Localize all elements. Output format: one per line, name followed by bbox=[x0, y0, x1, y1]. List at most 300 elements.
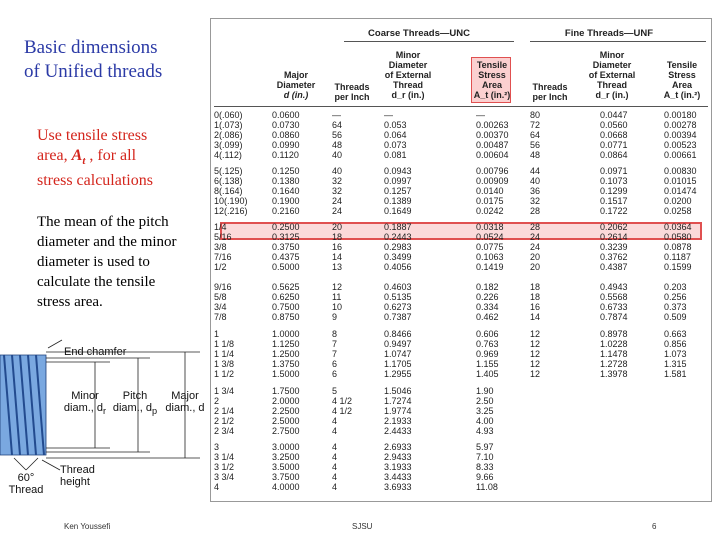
table-cell: 0.663 bbox=[664, 329, 687, 339]
coarse-tpi-header: Threads per Inch bbox=[334, 82, 370, 102]
table-cell: 5/16 bbox=[214, 232, 232, 242]
table-cell: 56 bbox=[332, 130, 343, 140]
table-cell: 2.2500 bbox=[272, 406, 300, 416]
table-cell: 9 bbox=[332, 312, 338, 322]
table-cell: 0.00909 bbox=[476, 176, 509, 186]
table-cell: 12 bbox=[530, 349, 541, 359]
table-cell: 0.3125 bbox=[272, 232, 300, 242]
table-cell: 2.0000 bbox=[272, 396, 300, 406]
table-cell: 0.5568 bbox=[600, 292, 628, 302]
table-cell: 0.4375 bbox=[272, 252, 300, 262]
table-row bbox=[214, 339, 708, 349]
table-cell: 0.462 bbox=[476, 312, 499, 322]
coarse-group-header: Coarse Threads—UNC bbox=[368, 28, 470, 39]
table-cell: 1.2500 bbox=[272, 349, 300, 359]
table-cell: 0(.060) bbox=[214, 110, 243, 120]
note-line-1: Use tensile stress bbox=[37, 127, 148, 144]
major-diameter-label: Major diam., d bbox=[165, 390, 205, 414]
table-cell: 0.0997 bbox=[384, 176, 412, 186]
table-cell: 9/16 bbox=[214, 282, 232, 292]
table-cell: 0.01474 bbox=[664, 186, 697, 196]
table-cell: 1.3978 bbox=[600, 369, 628, 379]
table-cell: 0.1900 bbox=[272, 196, 300, 206]
table-cell: 0.2614 bbox=[600, 232, 628, 242]
table-cell: 0.856 bbox=[664, 339, 687, 349]
table-cell: 5 bbox=[332, 386, 338, 396]
table-cell: 1.155 bbox=[476, 359, 499, 369]
table-cell: 1.581 bbox=[664, 369, 687, 379]
table-cell: 32 bbox=[530, 196, 541, 206]
table-cell: 40 bbox=[332, 150, 343, 160]
table-cell: 1 3/4 bbox=[214, 386, 235, 396]
table-cell: 32 bbox=[332, 176, 343, 186]
table-cell: 0.2062 bbox=[600, 222, 628, 232]
table-cell: 3.0000 bbox=[272, 442, 300, 452]
table-cell: 1.0747 bbox=[384, 349, 412, 359]
table-cell: 64 bbox=[332, 120, 343, 130]
table-cell: 1.0228 bbox=[600, 339, 628, 349]
table-cell: 0.0447 bbox=[600, 110, 628, 120]
table-cell: 0.00796 bbox=[476, 166, 509, 176]
table-cell: 0.1380 bbox=[272, 176, 300, 186]
table-cell: 2 1/4 bbox=[214, 406, 235, 416]
table-row bbox=[214, 110, 708, 120]
table-cell: 0.0318 bbox=[476, 222, 504, 232]
table-cell: 0.0560 bbox=[600, 120, 628, 130]
table-cell: 1.0000 bbox=[272, 329, 300, 339]
table-cell: 0.969 bbox=[476, 349, 499, 359]
pitch-diameter-label: Pitch diam., $d_p$ bbox=[112, 390, 158, 417]
table-cell: 1/4 bbox=[214, 222, 227, 232]
table-cell: 12(.216) bbox=[214, 206, 248, 216]
table-cell: — bbox=[384, 110, 393, 120]
table-cell: 5(.125) bbox=[214, 166, 243, 176]
table-cell: 1 3/8 bbox=[214, 359, 235, 369]
table-cell: 4 1/2 bbox=[332, 396, 353, 406]
table-cell: 24 bbox=[530, 232, 541, 242]
table-cell: 1.7500 bbox=[272, 386, 300, 396]
table-cell: 0.5135 bbox=[384, 292, 412, 302]
table-cell: 0.00487 bbox=[476, 140, 509, 150]
table-cell: 1.5046 bbox=[384, 386, 412, 396]
table-cell: 7 bbox=[332, 349, 338, 359]
table-cell: 0.1887 bbox=[384, 222, 412, 232]
table-cell: 4(.112) bbox=[214, 150, 242, 160]
table-cell: 0.1640 bbox=[272, 186, 300, 196]
table-cell: 4 bbox=[332, 472, 338, 482]
table-cell: 18 bbox=[530, 292, 541, 302]
table-row bbox=[214, 186, 708, 196]
thread-diagram bbox=[0, 330, 210, 500]
table-cell: 0.00263 bbox=[476, 120, 509, 130]
footer-author: Ken Youssefi bbox=[64, 522, 111, 531]
table-cell: 0.0258 bbox=[664, 206, 692, 216]
table-cell: 12 bbox=[332, 282, 343, 292]
table-cell: 0.0775 bbox=[476, 242, 504, 252]
coarse-minor-header: Minor Diameter of External Thread d_r (in.) bbox=[384, 50, 432, 100]
tensile-stress-note bbox=[37, 126, 197, 191]
table-cell: 0.1649 bbox=[384, 206, 412, 216]
table-cell: 0.1419 bbox=[476, 262, 504, 272]
table-row bbox=[214, 252, 708, 262]
table-cell: 1 1/4 bbox=[214, 349, 235, 359]
table-cell: 0.2160 bbox=[272, 206, 300, 216]
table-cell: 4 bbox=[332, 482, 338, 492]
table-cell: 0.256 bbox=[664, 292, 687, 302]
table-cell: 3/8 bbox=[214, 242, 227, 252]
table-cell: 2 3/4 bbox=[214, 426, 235, 436]
table-cell: 0.053 bbox=[384, 120, 407, 130]
table-cell: 0.0860 bbox=[272, 130, 300, 140]
table-cell: 1(.073) bbox=[214, 120, 243, 130]
table-cell: 14 bbox=[332, 252, 343, 262]
table-cell: 2.1933 bbox=[384, 416, 412, 426]
table-cell: 7.10 bbox=[476, 452, 494, 462]
table-cell: 5.97 bbox=[476, 442, 494, 452]
end-chamfer-label: End chamfer bbox=[64, 346, 127, 358]
table-cell: 4 bbox=[214, 482, 220, 492]
table-row bbox=[214, 222, 708, 232]
table-cell: 0.3750 bbox=[272, 242, 300, 252]
thread-height-label: Thread height bbox=[60, 464, 95, 488]
table-cell: 2.7500 bbox=[272, 426, 300, 436]
table-cell: 7 bbox=[332, 339, 338, 349]
table-cell: 3 1/2 bbox=[214, 462, 235, 472]
table-cell: 0.073 bbox=[384, 140, 407, 150]
table-cell: 16 bbox=[530, 302, 541, 312]
table-cell: 28 bbox=[530, 222, 541, 232]
table-cell: 0.3762 bbox=[600, 252, 628, 262]
table-cell: 0.00523 bbox=[664, 140, 697, 150]
table-cell: 48 bbox=[530, 150, 541, 160]
table-cell: 0.0864 bbox=[600, 150, 628, 160]
table-cell: 16 bbox=[332, 242, 343, 252]
table-row bbox=[214, 452, 708, 462]
table-cell: 0.1120 bbox=[272, 150, 299, 160]
table-cell: 0.226 bbox=[476, 292, 499, 302]
table-cell: 4.0000 bbox=[272, 482, 300, 492]
table-cell: 9.66 bbox=[476, 472, 494, 482]
table-cell: 0.0200 bbox=[664, 196, 692, 206]
table-cell: 8.33 bbox=[476, 462, 494, 472]
table-cell: 3.6933 bbox=[384, 482, 412, 492]
mean-diameter-note: The mean of the pitch diameter and the minor diameter is used to calculate the tensile stress area. bbox=[37, 214, 177, 310]
table-cell: 0.373 bbox=[664, 302, 687, 312]
table-cell: 8(.164) bbox=[214, 186, 243, 196]
table-cell: 2.4433 bbox=[384, 426, 412, 436]
table-cell: 3 bbox=[214, 442, 220, 452]
slide-title bbox=[24, 36, 204, 84]
table-cell: 2.9433 bbox=[384, 452, 412, 462]
table-cell: 1.073 bbox=[664, 349, 687, 359]
table-cell: 0.00661 bbox=[664, 150, 697, 160]
table-cell: 0.6273 bbox=[384, 302, 412, 312]
table-row bbox=[214, 120, 708, 130]
table-row bbox=[214, 482, 708, 492]
table-cell: 1.1250 bbox=[272, 339, 300, 349]
table-cell: 0.1187 bbox=[664, 252, 691, 262]
table-cell: 0.0242 bbox=[476, 206, 504, 216]
table-cell: 0.0971 bbox=[600, 166, 628, 176]
table-cell: 1.3750 bbox=[272, 359, 300, 369]
table-cell: 5/8 bbox=[214, 292, 227, 302]
table-cell: 0.3239 bbox=[600, 242, 628, 252]
table-cell: 4 bbox=[332, 462, 338, 472]
table-cell: 1.7274 bbox=[384, 396, 412, 406]
table-cell: 0.0730 bbox=[272, 120, 300, 130]
table-cell: 0.00278 bbox=[664, 120, 697, 130]
table-cell: 0.1250 bbox=[272, 166, 300, 176]
table-cell: 2.50 bbox=[476, 396, 494, 406]
table-cell: 0.1722 bbox=[600, 206, 628, 216]
table-cell: 20 bbox=[530, 262, 541, 272]
tensile-area-symbol: A bbox=[71, 147, 83, 164]
table-cell: 0.0668 bbox=[600, 130, 628, 140]
table-row bbox=[214, 150, 708, 160]
table-cell: 1 1/8 bbox=[214, 339, 235, 349]
table-cell: 3(.099) bbox=[214, 140, 243, 150]
table-cell: 0.0943 bbox=[384, 166, 412, 176]
table-cell: 0.4603 bbox=[384, 282, 412, 292]
table-cell: 0.7387 bbox=[384, 312, 412, 322]
table-cell: 2 1/2 bbox=[214, 416, 235, 426]
table-cell: 1.2728 bbox=[600, 359, 628, 369]
table-cell: 3/4 bbox=[214, 302, 227, 312]
minor-diameter-label: Minor diam., $d_r$ bbox=[63, 390, 107, 417]
fine-minor-header: Minor Diameter of External Thread d_r (in.) bbox=[588, 50, 636, 100]
table-cell: 2 bbox=[214, 396, 220, 406]
table-cell: 1.9774 bbox=[384, 406, 412, 416]
table-row bbox=[214, 472, 708, 482]
table-cell: 0.0600 bbox=[272, 110, 300, 120]
table-cell: 44 bbox=[530, 166, 541, 176]
table-cell: 4.00 bbox=[476, 416, 494, 426]
table-cell: 4 bbox=[332, 416, 338, 426]
table-cell: 40 bbox=[530, 176, 541, 186]
table-cell: 10 bbox=[332, 302, 343, 312]
table-cell: 40 bbox=[332, 166, 343, 176]
table-row bbox=[214, 206, 708, 216]
table-cell: 0.01015 bbox=[664, 176, 697, 186]
table-cell: 0.064 bbox=[384, 130, 407, 140]
title-line-2: of Unified threads bbox=[24, 61, 163, 82]
table-cell: 0.0140 bbox=[476, 186, 504, 196]
table-row bbox=[214, 416, 708, 426]
table-cell: 3 1/4 bbox=[214, 452, 235, 462]
fine-tpi-header: Threads per Inch bbox=[532, 82, 568, 102]
note-line-2: area, $A_t$ , for all bbox=[37, 147, 137, 168]
table-row bbox=[214, 232, 708, 242]
table-cell: 0.1063 bbox=[476, 252, 504, 262]
table-cell: 0.00394 bbox=[664, 130, 697, 140]
thread-angle-label: 60° Thread bbox=[8, 472, 44, 496]
table-cell: 48 bbox=[332, 140, 343, 150]
table-cell: 6 bbox=[332, 369, 338, 379]
table-cell: 1.5000 bbox=[272, 369, 300, 379]
table-cell: 10(.190) bbox=[214, 196, 248, 206]
table-cell: 8 bbox=[332, 329, 338, 339]
table-cell: 12 bbox=[530, 339, 541, 349]
table-cell: 0.00370 bbox=[476, 130, 509, 140]
table-cell: 0.0878 bbox=[664, 242, 692, 252]
table-cell: 0.1299 bbox=[600, 186, 628, 196]
table-row bbox=[214, 242, 708, 252]
table-cell: 0.1073 bbox=[600, 176, 628, 186]
table-cell: 3.7500 bbox=[272, 472, 300, 482]
table-cell: 0.1517 bbox=[600, 196, 628, 206]
table-cell: 0.5000 bbox=[272, 262, 300, 272]
table-cell: 0.5625 bbox=[272, 282, 300, 292]
table-cell: 0.182 bbox=[476, 282, 499, 292]
table-cell: 0.4387 bbox=[600, 262, 628, 272]
table-cell: 3 3/4 bbox=[214, 472, 235, 482]
table-cell: 0.0990 bbox=[272, 140, 300, 150]
table-cell: 0.4943 bbox=[600, 282, 628, 292]
table-cell: 0.7874 bbox=[600, 312, 628, 322]
table-row bbox=[214, 176, 708, 186]
table-row bbox=[214, 329, 708, 339]
table-cell: 24 bbox=[530, 242, 541, 252]
table-cell: — bbox=[476, 110, 485, 120]
table-row bbox=[214, 302, 708, 312]
table-row bbox=[214, 166, 708, 176]
table-cell: 1 1/2 bbox=[214, 369, 235, 379]
table-cell: 7/16 bbox=[214, 252, 232, 262]
table-cell: 4 bbox=[332, 442, 338, 452]
table-cell: 4 bbox=[332, 426, 338, 436]
table-cell: 2.6933 bbox=[384, 442, 412, 452]
table-cell: 0.0771 bbox=[600, 140, 628, 150]
table-cell: 13 bbox=[332, 262, 343, 272]
table-cell: 3.25 bbox=[476, 406, 494, 416]
table-row bbox=[214, 426, 708, 436]
table-cell: 0.334 bbox=[476, 302, 499, 312]
table-cell: 1.1705 bbox=[384, 359, 412, 369]
table-cell: 0.9497 bbox=[384, 339, 412, 349]
table-cell: 6(.138) bbox=[214, 176, 243, 186]
table-cell: 24 bbox=[332, 196, 343, 206]
table-cell: 0.00830 bbox=[664, 166, 697, 176]
table-cell: 0.0580 bbox=[664, 232, 692, 242]
note-line-3: stress calculations bbox=[37, 172, 153, 190]
table-cell: 12 bbox=[530, 329, 541, 339]
table-cell: 64 bbox=[530, 130, 541, 140]
table-cell: 0.2500 bbox=[272, 222, 300, 232]
table-row bbox=[214, 262, 708, 272]
table-cell: 11 bbox=[332, 292, 342, 302]
table-cell: 4 bbox=[332, 452, 338, 462]
table-cell: 0.00180 bbox=[664, 110, 697, 120]
table-cell: 1.1478 bbox=[600, 349, 628, 359]
table-cell: 6 bbox=[332, 359, 338, 369]
table-row bbox=[214, 349, 708, 359]
table-cell: 18 bbox=[332, 232, 343, 242]
table-cell: 0.1599 bbox=[664, 262, 692, 272]
table-cell: 72 bbox=[530, 120, 541, 130]
table-row bbox=[214, 359, 708, 369]
table-cell: 0.606 bbox=[476, 329, 499, 339]
table-cell: 3.4433 bbox=[384, 472, 412, 482]
table-cell: 3.1933 bbox=[384, 462, 412, 472]
table-cell: 24 bbox=[332, 206, 343, 216]
table-cell: — bbox=[332, 110, 341, 120]
table-cell: 28 bbox=[530, 206, 541, 216]
table-row bbox=[214, 386, 708, 396]
table-cell: 11.08 bbox=[476, 482, 498, 492]
table-cell: 0.0524 bbox=[476, 232, 504, 242]
table-cell: 2(.086) bbox=[214, 130, 243, 140]
table-cell: 3.2500 bbox=[272, 452, 300, 462]
table-row bbox=[214, 442, 708, 452]
table-cell: 0.2443 bbox=[384, 232, 412, 242]
table-cell: 0.6733 bbox=[600, 302, 628, 312]
table-cell: 56 bbox=[530, 140, 541, 150]
table-cell: 0.509 bbox=[664, 312, 687, 322]
table-cell: 80 bbox=[530, 110, 541, 120]
table-cell: 14 bbox=[530, 312, 541, 322]
table-cell: 0.3499 bbox=[384, 252, 412, 262]
table-cell: 0.081 bbox=[384, 150, 407, 160]
title-line-1: Basic dimensions bbox=[24, 37, 158, 58]
table-cell: 0.00604 bbox=[476, 150, 509, 160]
table-cell: 0.1389 bbox=[384, 196, 412, 206]
table-row bbox=[214, 140, 708, 150]
table-row bbox=[214, 196, 708, 206]
table-cell: 0.2983 bbox=[384, 242, 412, 252]
table-cell: 12 bbox=[530, 369, 541, 379]
table-row bbox=[214, 292, 708, 302]
fine-group-header: Fine Threads—UNF bbox=[564, 28, 654, 39]
table-cell: 0.8466 bbox=[384, 329, 412, 339]
table-row bbox=[214, 462, 708, 472]
table-cell: 1/2 bbox=[214, 262, 227, 272]
table-cell: 0.6250 bbox=[272, 292, 300, 302]
table-cell: 1.2955 bbox=[384, 369, 412, 379]
table-cell: 0.0175 bbox=[476, 196, 504, 206]
table-cell: 0.4056 bbox=[384, 262, 412, 272]
table-cell: 0.763 bbox=[476, 339, 499, 349]
fine-tensile-area-header: Tensile Stress Area A_t (in.²) bbox=[663, 60, 701, 100]
table-cell: 1.405 bbox=[476, 369, 499, 379]
table-cell: 1.90 bbox=[476, 386, 494, 396]
table-cell: 4.93 bbox=[476, 426, 494, 436]
table-cell: 12 bbox=[530, 359, 541, 369]
table-cell: 20 bbox=[332, 222, 343, 232]
table-row bbox=[214, 406, 708, 416]
table-cell: 1.315 bbox=[664, 359, 687, 369]
table-cell: 0.8750 bbox=[272, 312, 300, 322]
table-cell: 20 bbox=[530, 252, 541, 262]
table-cell: 7/8 bbox=[214, 312, 227, 322]
table-cell: 0.203 bbox=[664, 282, 687, 292]
footer-org: SJSU bbox=[352, 522, 373, 531]
table-row bbox=[214, 312, 708, 322]
table-cell: 4 1/2 bbox=[332, 406, 353, 416]
table-row bbox=[214, 282, 708, 292]
footer-page-number: 6 bbox=[652, 522, 657, 531]
table-cell: 0.8978 bbox=[600, 329, 628, 339]
table-cell: 1 bbox=[214, 329, 220, 339]
table-cell: 2.5000 bbox=[272, 416, 300, 426]
table-cell: 0.0364 bbox=[664, 222, 692, 232]
table-row bbox=[214, 130, 708, 140]
coarse-tensile-area-header: Tensile Stress Area A_t (in.²) bbox=[473, 60, 511, 100]
table-row bbox=[214, 369, 708, 379]
table-cell: 3.5000 bbox=[272, 462, 300, 472]
table-row bbox=[214, 396, 708, 406]
table-cell: 0.7500 bbox=[272, 302, 300, 312]
table-cell: 0.1257 bbox=[384, 186, 412, 196]
